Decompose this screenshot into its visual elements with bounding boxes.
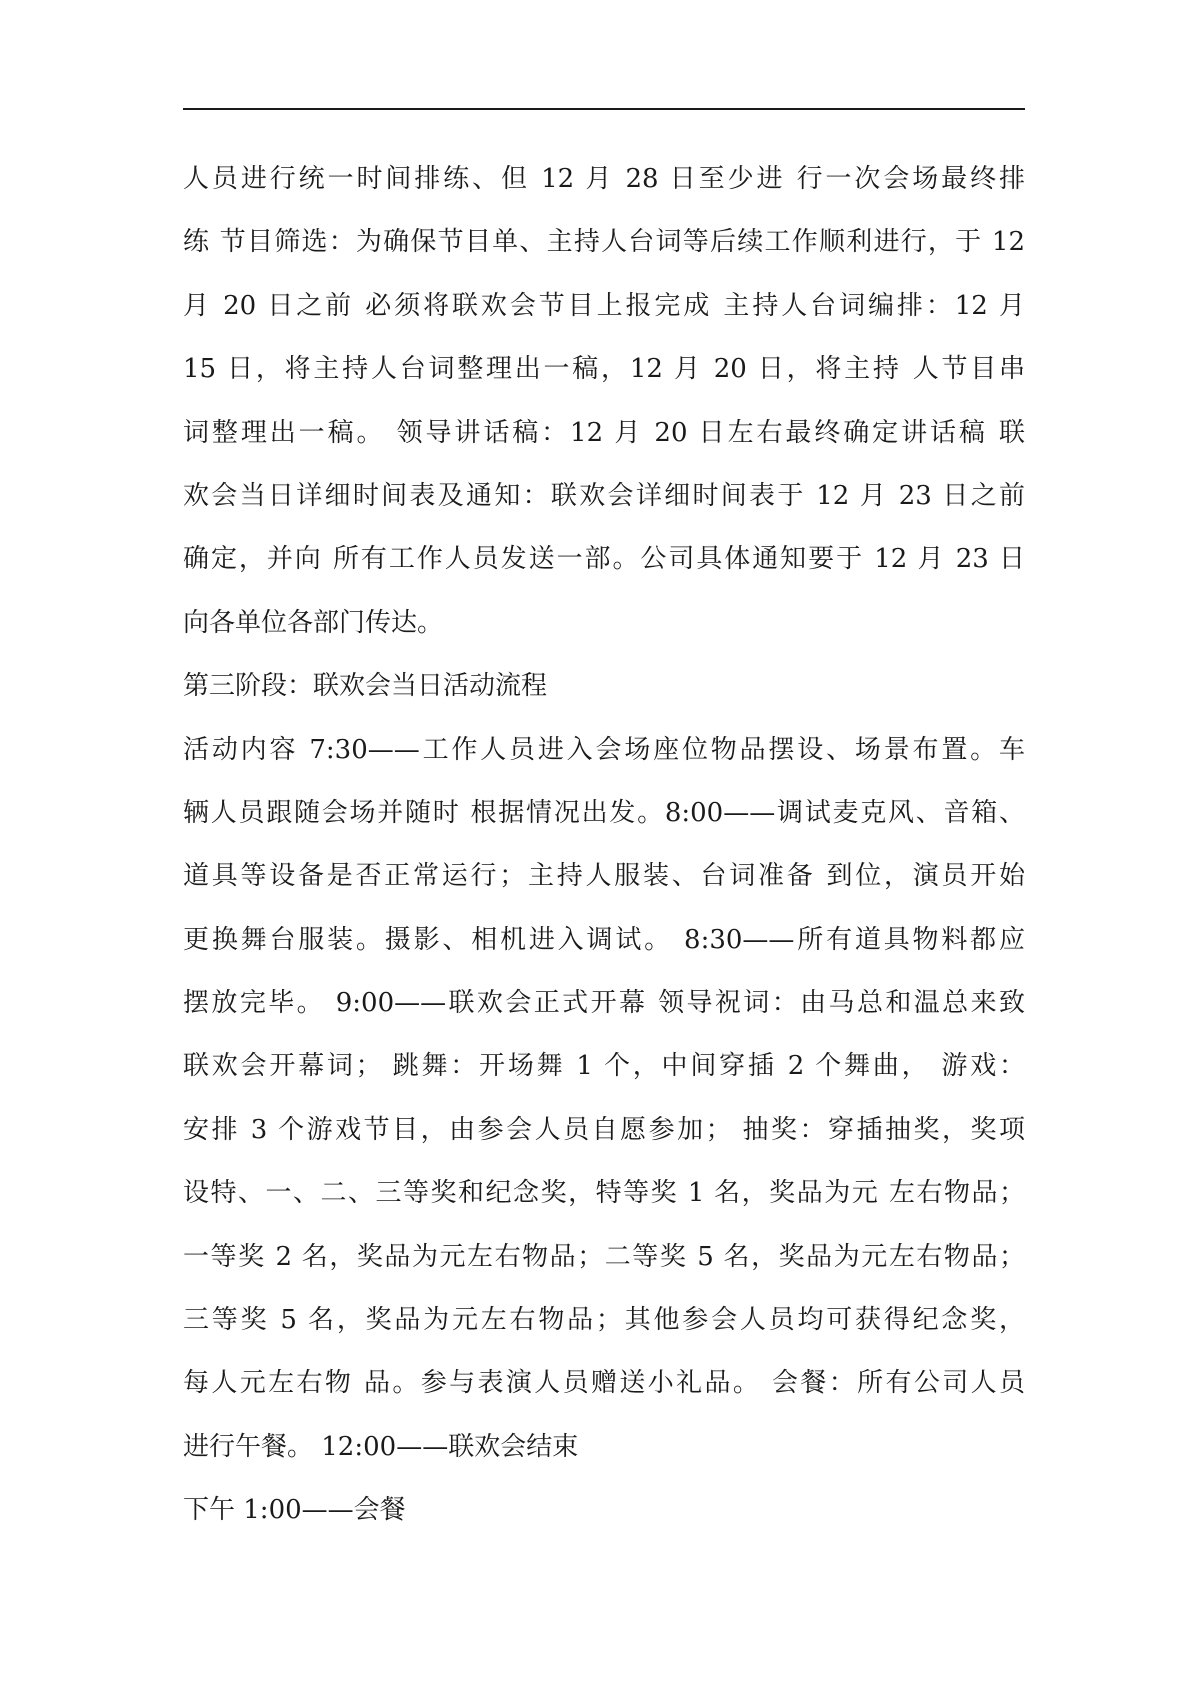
text-line: 摆放完毕。 9:00——联欢会正式开幕 领导祝词：由马总和温总来致	[183, 988, 1025, 1019]
body-text	[183, 148, 1025, 1543]
text-line: 进行午餐。 12:00——联欢会结束	[183, 1431, 579, 1462]
header-rule	[183, 108, 1025, 110]
text-line: 词整理出一稿。 领导讲话稿：12 月 20 日左右最终确定讲话稿 联	[183, 417, 1025, 448]
text-line: 活动内容 7:30——工作人员进入会场座位物品摆设、场景布置。车	[183, 734, 1025, 765]
text-line: 下午 1:00——会餐	[183, 1495, 406, 1526]
text-line: 更换舞台服装。摄影、相机进入调试。 8:30——所有道具物料都应	[183, 924, 1025, 955]
text-line: 一等奖 2 名，奖品为元左右物品；二等奖 5 名，奖品为元左右物品；	[183, 1241, 1025, 1272]
text-line: 道具等设备是否正常运行；主持人服装、台词准备 到位，演员开始	[183, 861, 1025, 892]
section-heading: 第三阶段：联欢会当日活动流程	[183, 671, 548, 702]
text-line: 安排 3 个游戏节目，由参会人员自愿参加； 抽奖：穿插抽奖，奖项	[183, 1114, 1025, 1145]
text-line: 欢会当日详细时间表及通知：联欢会详细时间表于 12 月 23 日之前	[183, 480, 1025, 511]
text-line: 辆人员跟随会场并随时 根据情况出发。8:00——调试麦克风、音箱、	[183, 797, 1025, 828]
text-line: 练 节目筛选：为确保节目单、主持人台词等后续工作顺利进行，于 12	[183, 227, 1025, 258]
text-line: 联欢会开幕词； 跳舞：开场舞 1 个，中间穿插 2 个舞曲， 游戏：	[183, 1051, 1025, 1082]
text-line: 15 日，将主持人台词整理出一稿，12 月 20 日，将主持 人节目串	[183, 354, 1025, 385]
text-line: 设特、一、二、三等奖和纪念奖，特等奖 1 名，奖品为元 左右物品；	[183, 1178, 1025, 1209]
text-line: 人员进行统一时间排练、但 12 月 28 日至少进 行一次会场最终排	[183, 164, 1025, 194]
text-line: 每人元左右物 品。参与表演人员赠送小礼品。 会餐：所有公司人员	[183, 1368, 1025, 1399]
text-line: 三等奖 5 名，奖品为元左右物品；其他参会人员均可获得纪念奖，	[183, 1305, 1025, 1336]
text-line: 月 20 日之前 必须将联欢会节目上报完成 主持人台词编排：12 月	[183, 290, 1025, 321]
text-line: 向各单位各部门传达。	[183, 607, 444, 638]
text-line: 确定，并向 所有工作人员发送一部。公司具体通知要于 12 月 23 日	[183, 544, 1025, 575]
